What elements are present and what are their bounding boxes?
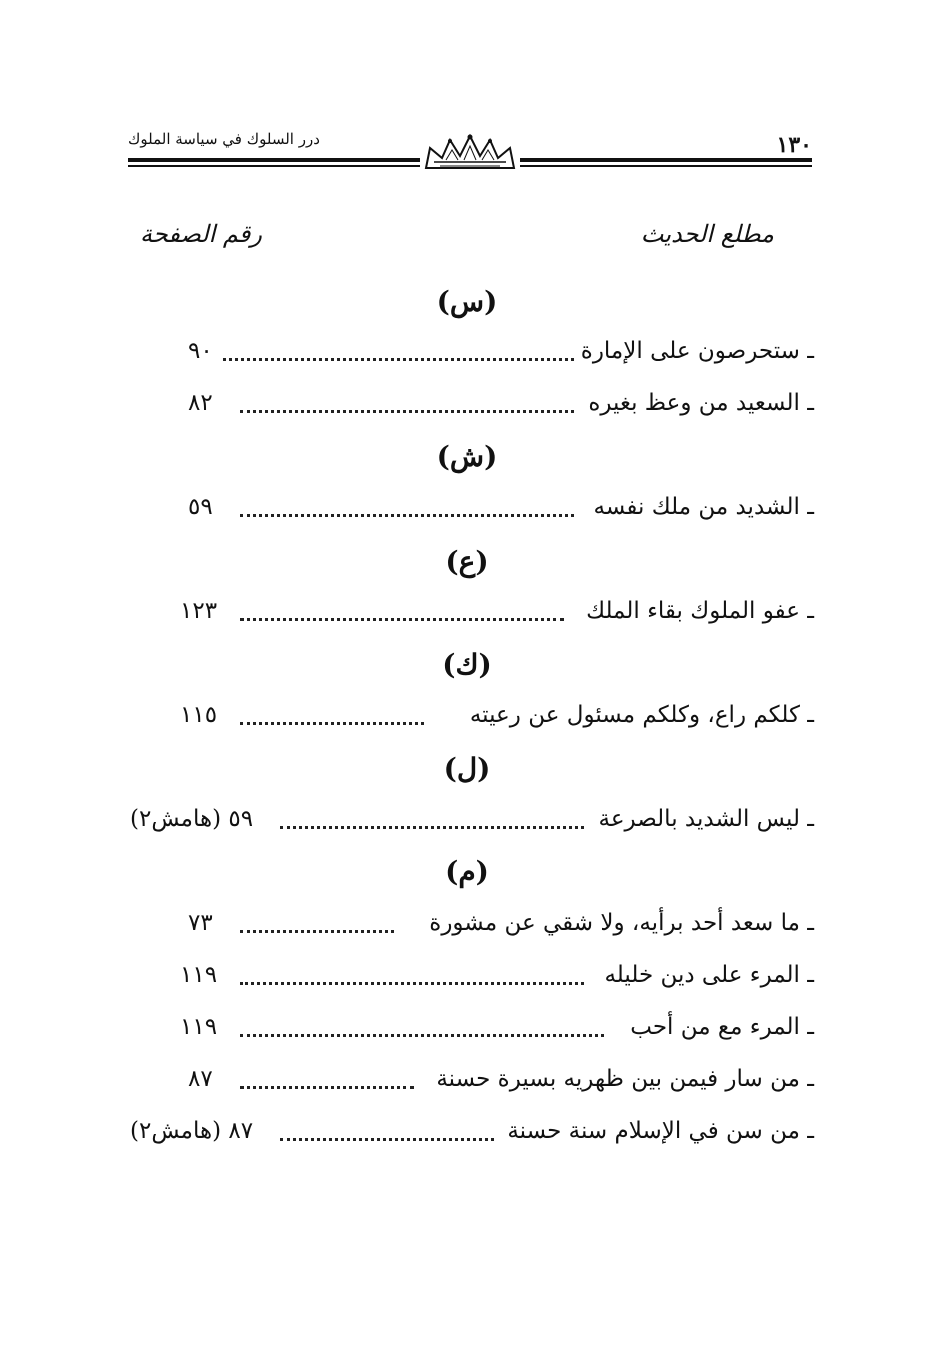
leader-dots bbox=[240, 926, 394, 933]
entry-page-number: ١١٩ bbox=[180, 962, 227, 988]
index-entry bbox=[130, 910, 814, 946]
index-entry bbox=[130, 806, 814, 842]
leader-dots bbox=[240, 406, 574, 413]
entry-text: ـ من سن في الإسلام سنة حسنة bbox=[495, 1118, 814, 1144]
leader-dots bbox=[240, 1030, 604, 1037]
section-letter: (ل) bbox=[443, 752, 491, 785]
entry-text: ـ كلكم راع، وكلكم مسئول عن رعيته bbox=[458, 702, 814, 728]
entry-text: ـ ما سعد أحد برأيه، ولا شقي عن مشورة bbox=[417, 910, 814, 936]
page-number: ١٣٠ bbox=[776, 132, 812, 158]
entry-page-number: ٨٢ bbox=[188, 390, 223, 416]
leader-dots bbox=[280, 1134, 494, 1141]
leader-dots bbox=[280, 822, 584, 829]
section-letter: (س) bbox=[436, 285, 498, 318]
entry-page-number: ٧٣ bbox=[188, 910, 223, 936]
index-entry bbox=[130, 390, 814, 426]
entry-text: ـ ستحرصون على الإمارة bbox=[569, 338, 814, 364]
page-header bbox=[128, 118, 812, 178]
entry-text: ـ السعيد من وعظ بغيره bbox=[576, 390, 814, 416]
index-entry bbox=[130, 494, 814, 530]
entry-text: ـ المرء على دين خليله bbox=[592, 962, 814, 988]
entry-page-number: ١١٥ bbox=[180, 702, 227, 728]
entry-text: ـ من سار فيمن بين ظهريه بسيرة حسنة bbox=[424, 1066, 814, 1092]
index-entry bbox=[130, 702, 814, 738]
index-entry bbox=[130, 1118, 814, 1154]
index-entry bbox=[130, 338, 814, 374]
entry-page-number: ٥٩ (هامش٢) bbox=[130, 806, 263, 832]
section-letter: (ك) bbox=[442, 648, 492, 681]
running-title: درر السلوك في سياسة الملوك bbox=[128, 130, 320, 148]
index-entry bbox=[130, 962, 814, 998]
leader-dots bbox=[240, 614, 564, 621]
section-letter: (م) bbox=[445, 855, 489, 888]
entry-page-number: ٨٧ (هامش٢) bbox=[130, 1118, 263, 1144]
leader-dots bbox=[240, 978, 584, 985]
index-entry bbox=[130, 598, 814, 634]
entry-page-number: ١١٩ bbox=[180, 1014, 227, 1040]
crown-ornament-icon bbox=[420, 132, 520, 172]
entry-page-number: ١٢٣ bbox=[180, 598, 227, 624]
leader-dots bbox=[200, 354, 574, 361]
section-letter: (ش) bbox=[436, 440, 498, 473]
index-entry bbox=[130, 1014, 814, 1050]
leader-dots bbox=[240, 510, 574, 517]
entry-page-number: ٩٠ bbox=[188, 338, 223, 364]
entry-text: ـ المرء مع من أحب bbox=[618, 1014, 814, 1040]
entry-text: ـ ليس الشديد بالصرعة bbox=[586, 806, 814, 832]
column-heading-hadith: مطلع الحديث bbox=[640, 220, 774, 248]
entry-text: ـ الشديد من ملك نفسه bbox=[582, 494, 814, 520]
column-heading-page-number: رقم الصفحة bbox=[140, 220, 262, 248]
leader-dots bbox=[240, 718, 424, 725]
leader-dots bbox=[240, 1082, 414, 1089]
entry-page-number: ٨٧ bbox=[188, 1066, 223, 1092]
section-letter: (ع) bbox=[445, 545, 489, 578]
entry-text: ـ عفو الملوك بقاء الملك bbox=[574, 598, 814, 624]
index-entry bbox=[130, 1066, 814, 1102]
entry-page-number: ٥٩ bbox=[188, 494, 223, 520]
